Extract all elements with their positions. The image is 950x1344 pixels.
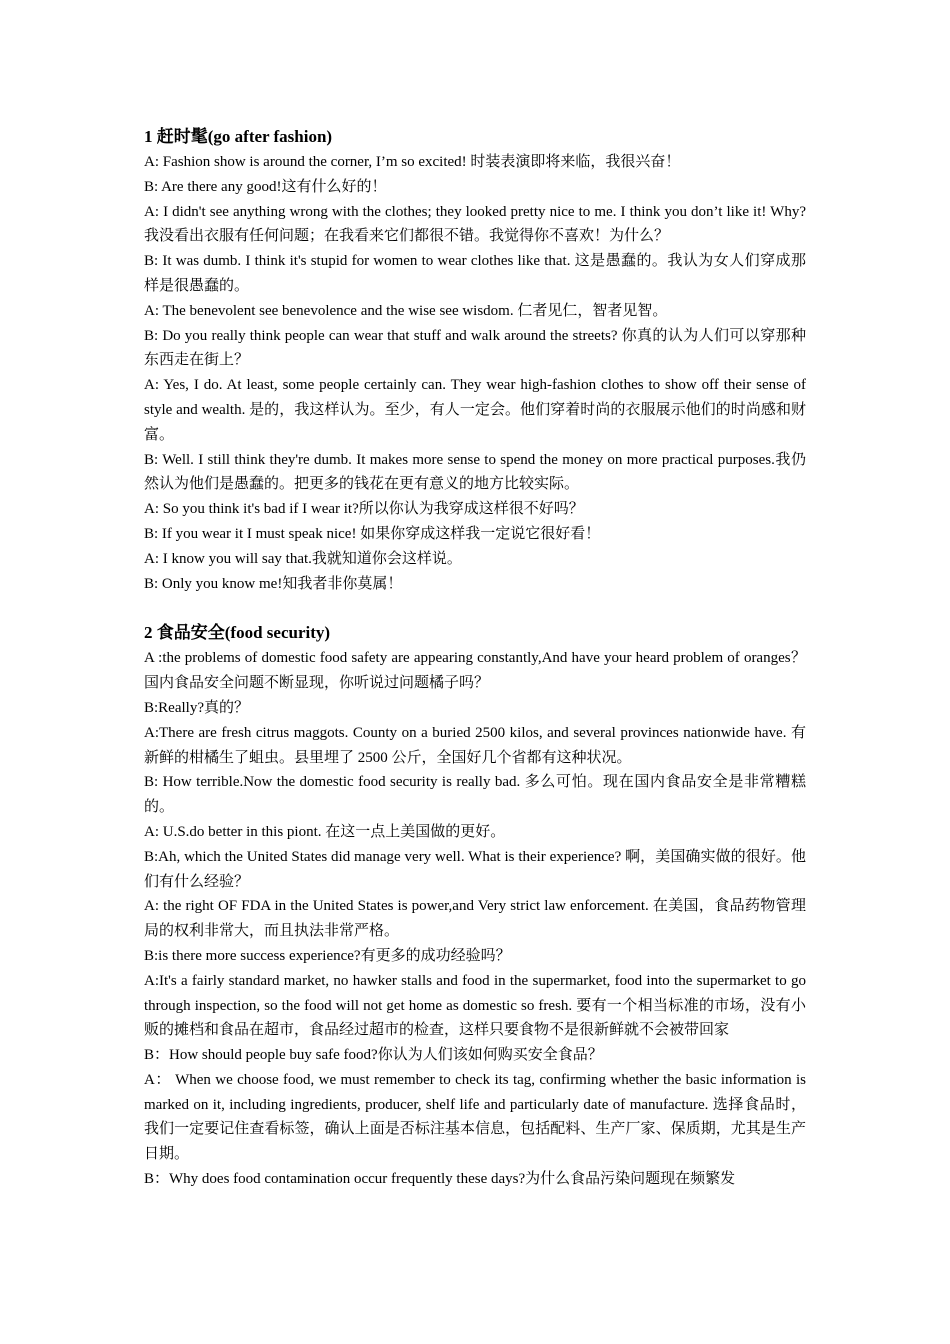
dialogue-line: B: If you wear it I must speak nice! 如果你穿成这样我一定说它很好看！ [144, 525, 601, 542]
dialogue-line: B:Ah, which the United States did manage very well. What is their experience? 啊，美国确实做的很好。他们有什么经验？ [144, 848, 806, 890]
document-page [144, 124, 806, 1192]
dialogue-line: A: the right OF FDA in the United States is power,and Very strict law enforcement. 在美国，食品药物管理局的权利非常大，而且执法非常严格。 [144, 898, 806, 940]
dialogue-line: A:There are fresh citrus maggots. County on a buried 2500 kilos, and several provinces nationwide have. 有新鲜的柑橘生了蛆虫。县里埋了 2500 公斤，全国好几个省都有这种状况。 [144, 724, 806, 766]
section-food-security [144, 620, 806, 1192]
dialogue-line: B:is there more success experience?有更多的成功经验吗？ [144, 947, 511, 964]
dialogue-line: A: The benevolent see benevolence and the wise see wisdom. 仁者见仁，智者见智。 [144, 302, 668, 319]
section-title: 1 赶时髦(go after fashion) [144, 127, 333, 146]
dialogue-line: B：How should people buy safe food?你认为人们该如何购买安全食品？ [144, 1047, 603, 1064]
dialogue-line: B: How terrible.Now the domestic food security is really bad. 多么可怕。现在国内食品安全是非常糟糕的。 [144, 774, 806, 816]
section-title: 2 食品安全(food security) [144, 623, 331, 643]
dialogue-line: A: So you think it's bad if I wear it?所以你认为我穿成这样很不好吗？ [144, 501, 584, 518]
dialogue-line: B：Why does food contamination occur frequently these days?为什么食品污染问题现在频繁发 [144, 1171, 736, 1188]
dialogue-line: A: Fashion show is around the corner, I’m so excited! 时装表演即将来临，我很兴奋！ [144, 154, 681, 170]
dialogue-line: A: I know you will say that.我就知道你会这样说。 [144, 550, 462, 567]
section-spacer [144, 596, 806, 620]
dialogue-line: A :the problems of domestic food safety are appearing constantly,And have your heard problem of oranges？ 国内食品安全问题不断显现，你听说过问题橘子吗？ [144, 650, 806, 692]
dialogue-line: A: Yes, I do. At least, some people certainly can. They wear high-fashion clothes to show off their sense of style and wealth. 是的，我这样认为。至少，有人一定会。他们穿着时尚的衣服展示他们的时尚感和财富。 [144, 377, 806, 443]
dialogue-line: A： When we choose food, we must remember to check its tag, confirming whether the basic information is marked on it, including ingredients, producer, shelf life and particularly date of manufacture. 选择食品时，我们一定要记住查看标签，确认上面是否标注基本信息，包括配料、生产厂家、保质期，尤其是生产日期。 [144, 1071, 806, 1163]
dialogue-line: B: Are there any good!这有什么好的！ [144, 178, 387, 195]
section-fashion [144, 124, 806, 596]
dialogue-line: B: Do you really think people can wear that stuff and walk around the streets? 你真的认为人们可以穿那种东西走在街上？ [144, 327, 806, 369]
dialogue-line: B: It was dumb. I think it's stupid for women to wear clothes like that. 这是愚蠢的。我认为女人们穿成那样是很愚蠢的。 [144, 253, 806, 294]
dialogue-line: A: I didn't see anything wrong with the clothes; they looked pretty nice to me. I think you don’t like it! Why?我没看出衣服有任何问题；在我看来它们都很不错。我觉得你不喜欢！为什么？ [144, 203, 806, 245]
dialogue-line: A:It's a fairly standard market, no hawker stalls and food in the supermarket, food into the supermarket to go through inspection, so the food will not get home as domestic so fresh. 要有一个相当标准的市场，没有小贩的摊档和食品在超市，食品经过超市的检查，这样只要食物不是很新鲜就不会被带回家 [144, 972, 806, 1039]
dialogue-line: A: U.S.do better in this piont. 在这一点上美国做的更好。 [144, 823, 506, 840]
dialogue-line: B:Really?真的？ [144, 699, 249, 716]
dialogue-line: B: Well. I still think they're dumb. It makes more sense to spend the money on more practical purposes.我仍然认为他们是愚蠢的。把更多的钱花在更有意义的地方比较实际。 [144, 451, 806, 493]
dialogue-line: B: Only you know me!知我者非你莫属！ [144, 575, 403, 592]
